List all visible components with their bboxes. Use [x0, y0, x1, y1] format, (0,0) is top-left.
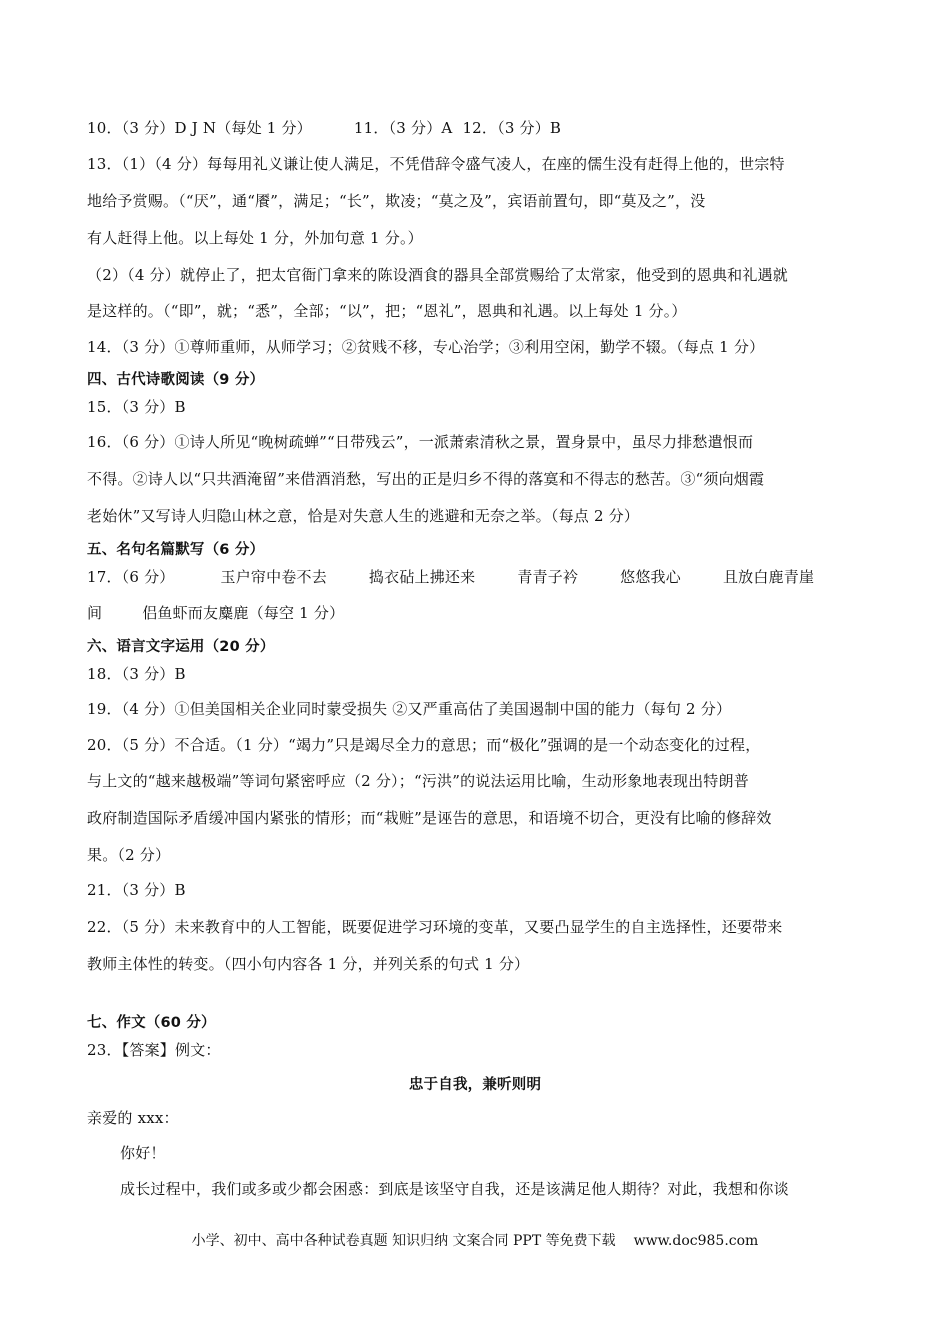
answer-q17-blank: 青青子衿	[517, 568, 579, 586]
answer-q16-line2: 不得。②诗人以“只共酒淹留”来借酒消愁，写出的正是归乡不得的落寞和不得志的愁苦。③“须向烟霞	[87, 470, 765, 488]
footer-text: 小学、初中、高中各种试卷真题 知识归纳 文案合同 PPT 等免费下载	[191, 1233, 616, 1249]
answer-q21: 21．（3 分）B	[87, 881, 186, 899]
section-heading-5: 五、名句名篇默写（6 分）	[87, 542, 265, 558]
answer-q17-number: 17．（6 分）	[87, 568, 175, 586]
answer-q17-continuation: 间	[87, 604, 103, 622]
section-heading-4: 四、古代诗歌阅读（9 分）	[87, 372, 265, 388]
answer-q23: 23．【答案】例文：	[87, 1041, 221, 1059]
answer-q16-line1: 16．（6 分）①诗人所见“晚树疏蝉”“日带残云”，一派萧索清秋之景，置身景中，虽尽力排愁遣恨而	[87, 433, 754, 451]
answer-q20-line4: 果。（2 分）	[87, 846, 171, 864]
answer-q20-line2: 与上文的“越来越极端”等词句紧密呼应（2 分）；“污洪”的说法运用比喻，生动形象地表现出特朗普	[87, 772, 749, 790]
answer-q13-2-line1: （2）（4 分）就停止了，把太官衙门拿来的陈设酒食的器具全部赏赐给了太常家，他受到的恩典和礼遇就	[87, 266, 788, 284]
answer-q13-2-line2: 是这样的。（“即”，就；“悉”，全部；“以”，把；“恩礼”，恩典和礼遇。以上每处 1 分。）	[87, 302, 687, 320]
answer-q19: 19．（4 分）①但美国相关企业同时蒙受损失 ②又严重高估了美国遏制中国的能力（每句 2 分）	[87, 700, 732, 718]
answer-q14: 14．（3 分）①尊师重师，从师学习；②贫贱不移，专心治学；③利用空闲，勤学不辍。（每点 1 分）	[87, 338, 765, 356]
answer-q12: 12．（3 分）B	[462, 119, 562, 137]
page-footer	[0, 1231, 950, 1251]
answer-q17-blank: 玉户帘中卷不去	[220, 568, 327, 586]
answer-q20-line1: 20．（5 分）不合适。（1 分）“竭力”只是竭尽全力的意思；而“极化”强调的是一个动态变化的过程，	[87, 736, 761, 754]
answer-q20-line3: 政府制造国际矛盾缓冲国内紧张的情形；而“栽赃”是诬告的意思，和语境不切合，更没有比喻的修辞效	[87, 809, 772, 827]
answer-q17-blank: 且放白鹿青崖	[722, 568, 815, 586]
answer-q13-1-line1: 13．（1）（4 分）每每用礼义谦让使人满足，不凭借辞令盛气凌人，在座的儒生没有赶得上他的，世宗特	[87, 155, 785, 173]
footer-link[interactable]: www.doc985.com	[633, 1233, 759, 1249]
answer-q17-blank: 悠悠我心	[620, 568, 681, 586]
answer-q22-line2: 教师主体性的转变。（四小句内容各 1 分，并列关系的句式 1 分）	[87, 955, 530, 973]
answer-q17-blank: 侣鱼虾而友麋鹿（每空 1 分）	[142, 604, 345, 622]
answer-q11: 11．（3 分）A	[353, 119, 453, 137]
answer-q17-line1	[87, 566, 863, 588]
answer-q16-line3: 老始休”又写诗人归隐山林之意，恰是对失意人生的逃避和无奈之举。（每点 2 分）	[87, 507, 640, 525]
answer-q10: 10．（3 分）D J N（每处 1 分）	[87, 119, 312, 137]
answer-q18: 18．（3 分）B	[87, 665, 186, 683]
answer-q13-1-line3: 有人赶得上他。以上每处 1 分，外加句意 1 分。）	[87, 229, 423, 247]
answer-q13-1-line2: 地给予赏赐。（“厌”，通“餍”，满足；“长”，欺凌；“莫之及”，宾语前置句，即“莫及之”，没	[87, 192, 706, 210]
answer-q17-line2	[87, 602, 863, 624]
answer-q17-blank: 捣衣砧上拂还来	[368, 568, 476, 586]
section-heading-7: 七、作文（60 分）	[87, 1015, 216, 1031]
answer-q10-12	[87, 117, 863, 139]
answer-q15: 15．（3 分）B	[87, 398, 186, 416]
essay-paragraph: 成长过程中，我们或多或少都会困惑：到底是该坚守自我，还是该满足他人期待？对此，我想和你谈	[120, 1180, 789, 1198]
essay-title: 忠于自我，兼听则明	[408, 1077, 542, 1093]
answer-q22-line1: 22．（5 分）未来教育中的人工智能，既要促进学习环境的变革，又要凸显学生的自主选择性，还要带来	[87, 918, 783, 936]
essay-greeting: 你好！	[120, 1144, 166, 1162]
essay-salutation: 亲爱的 xxx：	[87, 1109, 179, 1127]
section-heading-6: 六、语言文字运用（20 分）	[87, 639, 275, 655]
